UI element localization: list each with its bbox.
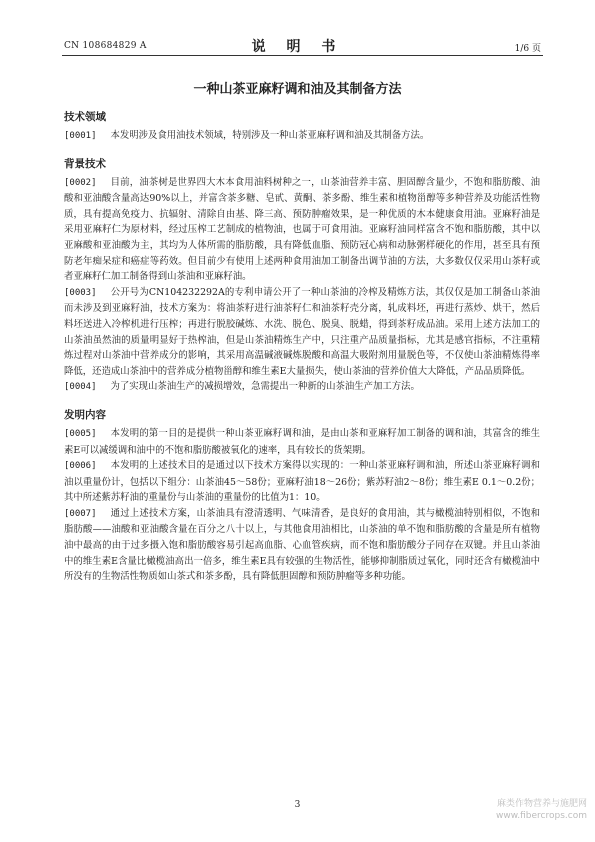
page-indicator: 1/6 页 [514, 44, 541, 54]
paragraph-text: 为了实现山茶油生产的减损增效，急需提出一种新的山茶油生产加工方法。 [110, 381, 420, 393]
paragraph-text: 本发明的上述技术目的是通过以下技术方案得以实现的：一种山茶亚麻籽调和油，所述山茶亚麻籽调和油以重量份计，包括以下组分：山茶油45～58份；亚麻籽油18～26份；紫苏籽油2～8份；维生素E 0.1～0.2份；其中所述紫苏籽油的重量份与山茶油的重量份的比值为1：10。 [64, 460, 540, 504]
paragraph-text: 公开号为CN104232292A的专利申请公开了一种山茶油的冷榨及精炼方法，其仅仅是加工制备山茶油而未涉及到亚麻籽油，技术方案为：将油茶籽进行油茶籽仁和油茶籽壳分离，轧成料坯，再进行蒸炒、烘干，然后料坯送进入冷榨机进行压榨；再进行脱胶碱炼、水洗、脱色、脱臭、脱蜡，得到茶籽成品油。采用上述方法加工的山茶油虽然油的质量明显好于热榨油，但是山茶油精炼生产中，只注重产品质量指标，尤其是感官指标，不注重精炼过程对山茶油中营养成分的影响，其采用高温碱液碱炼脱酸和高温大吸附剂用量脱色等，不仅使山茶油精炼得率降低，还造成山茶油中的营养成分植物甾醇和维生素E大量损失，使山茶油的营养价值大大降低，产品品质降低。 [64, 286, 540, 377]
section-technical-field [64, 110, 540, 145]
paragraph-0002 [64, 175, 540, 285]
paragraph-number: [0003] [64, 287, 97, 298]
section-summary [64, 408, 540, 585]
paragraph-0003 [64, 285, 540, 380]
patent-number: CN 108684829 A [64, 41, 147, 51]
paragraph-number: [0005] [64, 428, 97, 439]
paragraph-number: [0006] [64, 461, 97, 472]
watermark-site-name: 麻类作物营养与施肥网 [496, 799, 587, 809]
invention-title: 一种山茶亚麻籽调和油及其制备方法 [193, 82, 402, 97]
paragraph-text: 本发明涉及食用油技术领域，特别涉及一种山茶亚麻籽调和油及其制备方法。 [110, 130, 430, 141]
paragraph-text: 本发明的第一目的是提供一种山茶亚麻籽调和油，是由山茶和亚麻籽加工制备的调和油，其富含的维生素E可以减缓调和油中的不饱和脂肪酸被氧化的速率，具有较长的货架期。 [64, 427, 540, 456]
page-number: 3 [294, 800, 301, 810]
paragraph-0007 [64, 506, 540, 585]
section-heading: 发明内容 [64, 408, 106, 421]
paragraph-0001 [64, 128, 540, 145]
section-background [64, 157, 540, 396]
section-heading: 背景技术 [64, 157, 106, 170]
paragraph-number: [0002] [64, 177, 97, 188]
paragraph-text: 目前，油茶树是世界四大木本食用油料树种之一，山茶油营养丰富、胆固醇含量少，不饱和脂肪酸、油酸和亚油酸含量高达90%以上，并富含茶多糖、皂甙、黄酮、茶多酚、维生素和植物甾醇等多种营养及功能活性物质，具有提高免疫力、抗辐射、清除自由基、降三高、预防肿瘤效果，是一种优质的木本健康食用油。亚麻籽油是采用亚麻籽仁为原材料，经过压榨工艺制成的植物油，也属于可食用油。亚麻籽油同样富含不饱和脂肪酸，其中以亚麻酸和亚油酸为主，其均为人体所需的脂肪酸，具有降低血脂、预防冠心病和动脉粥样硬化的作用，甚至具有预防老年痴呆症和癌症等药效。但目前少有使用上述两种食用油加工制备出调节油的方法，大多数仅仅采用山茶籽或者亚麻籽仁加工制备得到山茶油和亚麻籽油。 [64, 176, 540, 283]
paragraph-number: [0001] [64, 131, 97, 141]
section-heading: 技术领域 [64, 111, 106, 123]
header-divider [62, 55, 543, 56]
paragraph-number: [0004] [64, 382, 97, 393]
document-body [64, 110, 540, 585]
document-type-title: 说 明 书 [251, 39, 344, 55]
paragraph-0006 [64, 458, 540, 506]
paragraph-number: [0007] [64, 508, 97, 519]
watermark [496, 798, 587, 822]
watermark-url: www.fibercrops.com [496, 811, 587, 821]
paragraph-text: 通过上述技术方案，山茶油具有澄清透明、气味清香，是良好的食用油，其与橄榄油特别相似，不饱和脂肪酸——油酸和亚油酸含量在百分之八十以上，与其他食用油相比，山茶油的单不饱和脂肪酸的含量是所有植物油中最高的由于过多摄入饱和脂肪酸容易引起高血脂、心血管疾病，而不饱和脂肪酸分子同存在双键。并且山茶油中的维生素E含量比橄榄油高出一倍多，维生素E具有较强的生物活性，能够抑制脂质过氧化，同时还含有橄榄油中所没有的生物活性物质如山茶式和茶多酚，具有降低胆固醇和预防肿瘤等多种功能。 [64, 507, 540, 583]
paragraph-0004 [64, 379, 540, 396]
paragraph-0005 [64, 426, 540, 458]
